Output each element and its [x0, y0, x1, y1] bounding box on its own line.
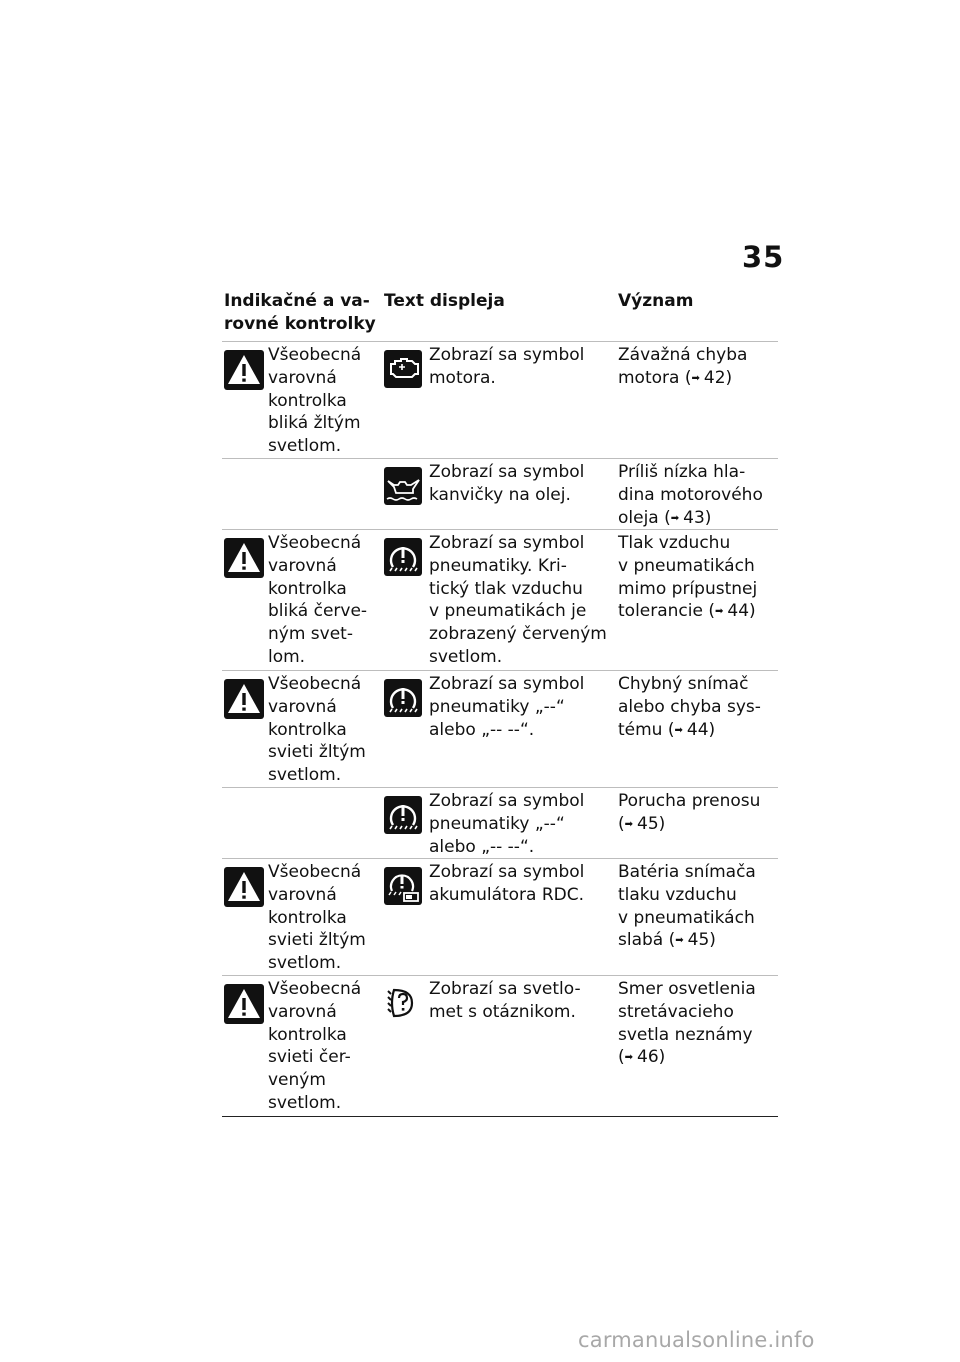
arrow-icon: ➡: [674, 724, 683, 736]
page-reference[interactable]: 43): [683, 507, 712, 528]
arrow-icon: ➡: [675, 935, 684, 947]
display-text: Zobrazí sa symbol pneumatiky „--“ alebo „-- --“.: [429, 674, 585, 740]
indicator-text: Všeobecná varovná kontrolka svieti žltým svetlom.: [268, 674, 366, 786]
display-text: Zobrazí sa svetlo- met s otáznikom.: [429, 979, 581, 1022]
page-reference[interactable]: 44): [727, 601, 756, 622]
header-indicators-line2: rovné kontrolky: [224, 314, 376, 334]
meaning-text: Chybný snímač alebo chyba sys- tému (➡ 44): [618, 674, 761, 740]
display-text: Zobrazí sa symbol akumulátora RDC.: [429, 862, 585, 905]
meaning-text: Závažná chyba motora (➡ 42): [618, 345, 748, 388]
indicator-text: Všeobecná varovná kontrolka bliká červe- ným svet- lom.: [268, 533, 368, 667]
page-number: 35: [742, 240, 785, 274]
table-row: [222, 670, 778, 788]
display-text: Zobrazí sa symbol motora.: [429, 345, 585, 388]
table-row: [222, 341, 778, 459]
tire-pressure-icon: [384, 796, 422, 834]
meaning-text: Tlak vzduchu v pneumatikách mimo prípustnej tolerancie (➡ 44): [618, 533, 758, 622]
tire-pressure-icon: [384, 679, 422, 717]
page-reference[interactable]: 46): [637, 1047, 666, 1068]
table-row: [222, 458, 778, 530]
headlight-question-icon: [384, 984, 422, 1022]
warning-triangle-icon: [224, 350, 264, 390]
meaning-text: Batéria snímača tlaku vzduchu v pneumatikách slabá (➡ 45): [618, 862, 756, 951]
display-text: Zobrazí sa symbol pneumatiky. Kri- tický tlak vzduchu v pneumatikách je zobrazený červeným svetlom.: [429, 533, 607, 667]
header-meaning: Význam: [618, 291, 694, 311]
arrow-icon: ➡: [624, 818, 634, 830]
arrow-icon: ➡: [624, 1052, 634, 1064]
warning-triangle-icon: [224, 538, 264, 578]
page-reference[interactable]: 44): [686, 719, 716, 740]
display-text: Zobrazí sa symbol kanvičky na olej.: [429, 462, 585, 505]
meaning-text: Smer osvetlenia stretávacieho svetla neznámy (➡ 46): [618, 979, 756, 1068]
display-text: Zobrazí sa symbol pneumatiky „--“ alebo „-- --“.: [429, 791, 585, 857]
tire-pressure-icon: [384, 538, 422, 576]
warning-triangle-icon: [224, 679, 264, 719]
page-reference[interactable]: 45): [687, 930, 716, 951]
header-indicators-line1: Indikačné a va-: [224, 291, 370, 311]
page-reference[interactable]: 45): [637, 813, 666, 834]
header-indicators: [224, 290, 376, 336]
header-display-text: Text displeja: [384, 291, 505, 311]
meaning-text: Porucha prenosu (➡ 45): [618, 791, 761, 834]
table-row: [222, 787, 778, 859]
table-row: [222, 975, 778, 1117]
arrow-icon: ➡: [691, 372, 700, 384]
arrow-icon: ➡: [670, 512, 680, 524]
indicator-text: Všeobecná varovná kontrolka svieti čer- veným svetlom.: [268, 979, 362, 1113]
table-row: [222, 529, 778, 671]
engine-icon: [384, 350, 422, 388]
page-reference[interactable]: 42): [703, 367, 733, 388]
oil-can-icon: [384, 467, 422, 505]
warning-triangle-icon: [224, 984, 264, 1024]
tire-battery-icon: [384, 867, 422, 905]
warning-triangle-icon: [224, 867, 264, 907]
arrow-icon: ➡: [715, 606, 724, 618]
meaning-text: Príliš nízka hla- dina motorového oleja (➡ 43): [618, 462, 763, 528]
table-row: [222, 858, 778, 976]
indicator-text: Všeobecná varovná kontrolka svieti žltým svetlom.: [268, 862, 366, 974]
watermark[interactable]: carmanualsonline.info: [578, 1328, 815, 1352]
indicator-text: Všeobecná varovná kontrolka bliká žltým svetlom.: [268, 345, 362, 457]
